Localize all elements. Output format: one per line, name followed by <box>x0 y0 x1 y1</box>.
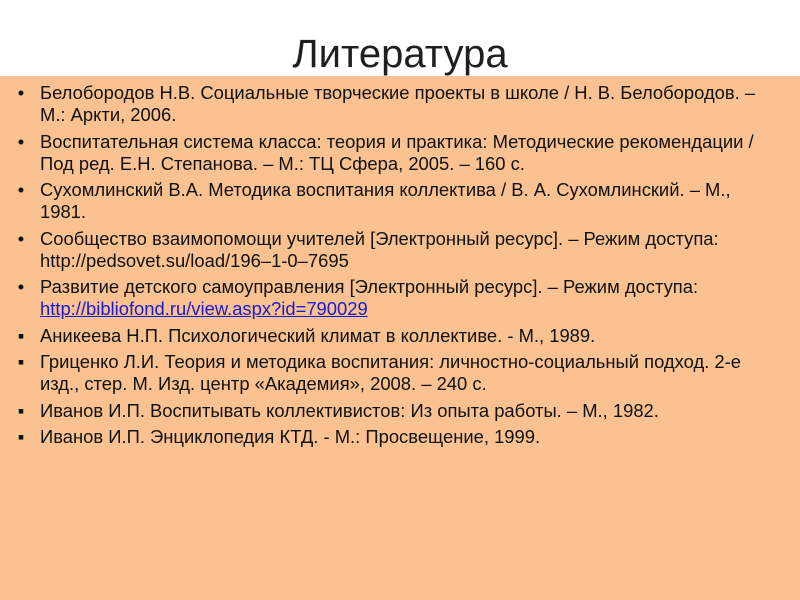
reference-text: Сообщество взаимопомощи учителей [Электронный ресурс]. – Режим доступа: http://pedsovet.su/load/196–1-0–7695 <box>40 227 719 271</box>
reference-text: Гриценко Л.И. Теория и методика воспитания: личностно-социальный подход. 2-е изд., стер. М. Изд. центр «Академия», 2008. – 240 с. <box>40 351 741 394</box>
reference-text: Иванов И.П. Энциклопедия КТД. - М.: Просвещение, 1999. <box>40 426 541 447</box>
bullet-icon: • <box>17 227 25 249</box>
list-item <box>12 82 780 126</box>
bullet-icon: • <box>17 130 25 152</box>
bullet-icon: • <box>17 179 25 200</box>
bibliofond-link[interactable]: http://bibliofond.ru/view.aspx?id=790029 <box>40 298 368 319</box>
bullet-icon: • <box>17 82 25 103</box>
references-list <box>12 82 780 448</box>
reference-text: Воспитательная система класса: теория и практика: Методические рекомендации / Под ред. Е.Н. Степанова. – М.: ТЦ Сфера, 2005. – 160 с. <box>40 130 754 174</box>
list-item <box>12 400 780 422</box>
list-item <box>12 228 780 272</box>
square-bullet-icon: ▪ <box>17 324 25 346</box>
slide-title: Литература <box>292 32 508 76</box>
list-item <box>12 276 780 320</box>
reference-text: Белобородов Н.В. Социальные творческие проекты в школе / Н. В. Белобородов. – М.: Аркти, 2006. <box>40 82 756 125</box>
reference-text: Иванов И.П. Воспитывать коллективистов: Из опыта работы. – М., 1982. <box>40 399 659 421</box>
square-bullet-icon: ▪ <box>17 426 25 447</box>
list-item <box>12 351 780 395</box>
list-item <box>12 426 780 448</box>
square-bullet-icon: ▪ <box>17 399 25 421</box>
reference-text: Сухомлинский В.А. Методика воспитания коллектива / В. А. Сухомлинский. – М., 1981. <box>40 179 731 222</box>
list-item <box>12 325 780 347</box>
references-panel <box>0 76 800 600</box>
reference-text: Развитие детского самоуправления [Электронный ресурс]. – Режим доступа: <box>40 276 699 297</box>
list-item <box>12 131 780 175</box>
list-item <box>12 179 780 223</box>
bullet-icon: • <box>17 276 25 297</box>
reference-text: Аникеева Н.П. Психологический климат в коллективе. - М., 1989. <box>40 324 596 346</box>
square-bullet-icon: ▪ <box>17 351 25 372</box>
